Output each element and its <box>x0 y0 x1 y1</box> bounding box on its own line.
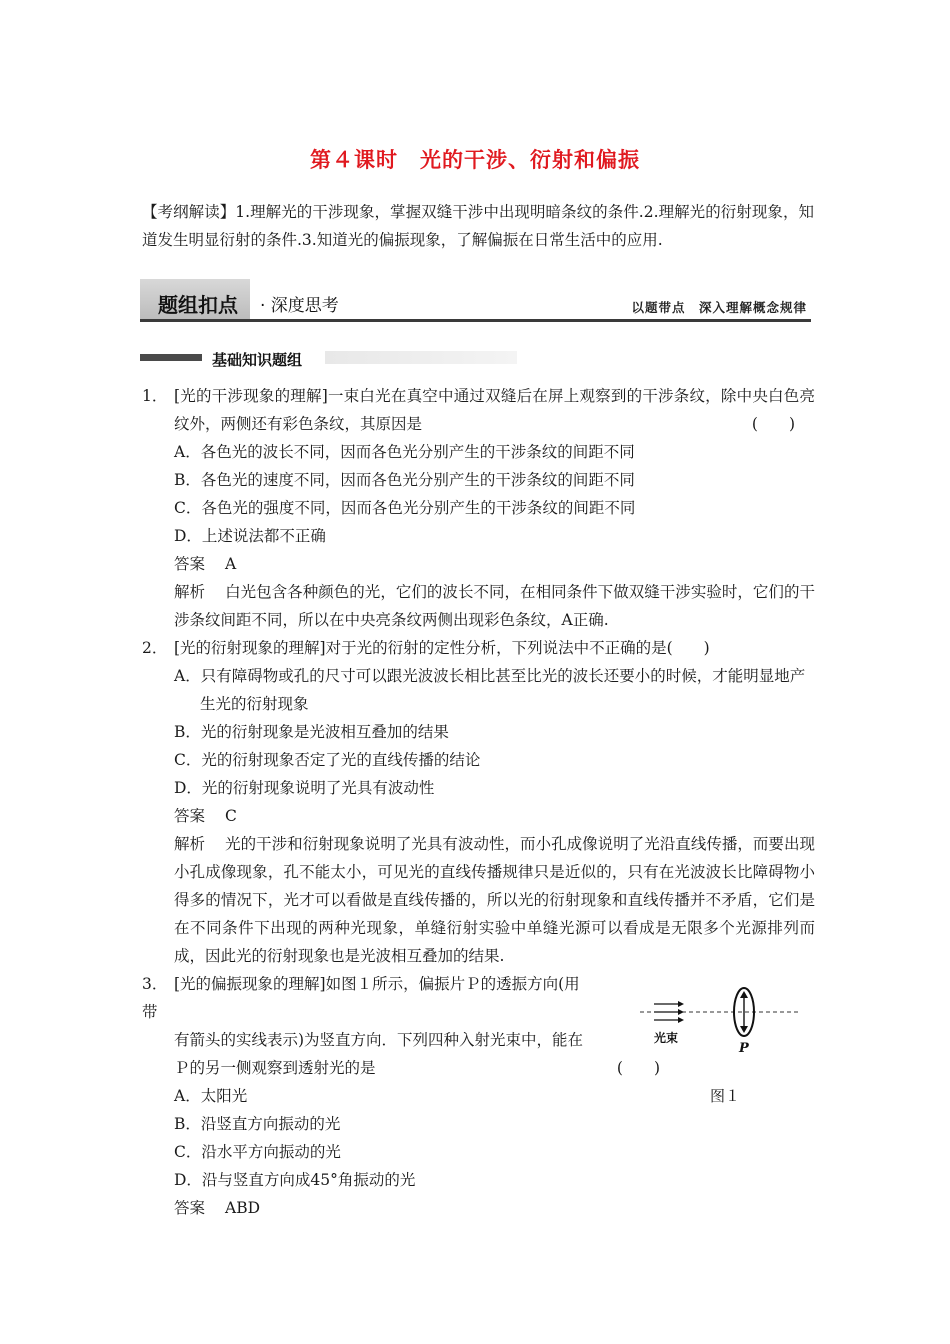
question-1-stem <box>140 382 815 438</box>
beam-label: 光束 <box>654 1031 679 1045</box>
answer-value: A <box>225 555 237 573</box>
answer-label: 答案 <box>174 555 206 573</box>
answer-blank: ( ) <box>751 415 795 433</box>
page-title: 第４课时 光的干涉、衍射和偏振 <box>310 148 640 172</box>
question-3-stem <box>140 970 664 998</box>
question-number: 2． <box>142 639 168 657</box>
question-text-line1: [光的偏振现象的理解]如图１所示，偏振片Ｐ的透振方向(用 <box>174 975 580 993</box>
syllabus-tag: 【考纲解读】 <box>142 203 236 221</box>
option-c: C．沿水平方向振动的光 <box>174 1143 341 1161</box>
section-banner <box>140 279 811 327</box>
analysis-label: 解析 <box>174 583 206 601</box>
analysis-text: 光的干涉和衍射现象说明了光具有波动性，而小孔成像说明了光沿直线传播，而要出现小孔成像现象，孔不能太小，可见光的直线传播规律只是近似的，只有在光波波长比障碍物小得多的情况下，光才可以看做是直线传播的，所以光的衍射现象和直线传播并不矛盾，它们是在不同条件下出现的两种光现象，单缝衍射实验中单缝光源可以看成是无限多个光源排列而成，因此光的衍射现象也是光波相互叠加的结果. <box>174 835 815 965</box>
question-text-line3: 有箭头的实线表示)为竖直方向．下列四种入射光束中，能在 <box>174 1031 584 1049</box>
answer-line <box>140 802 815 830</box>
banner-right-label: 以题带点 深入理解概念规律 <box>631 300 807 315</box>
answer-blank: ( ) <box>616 1059 660 1077</box>
analysis-line <box>140 578 815 634</box>
polarizer-figure <box>640 980 800 1060</box>
option-b: B．各色光的速度不同，因而各色光分别产生的干涉条纹的间距不同 <box>174 471 635 489</box>
banner-rule <box>140 319 811 322</box>
answer-label: 答案 <box>174 1199 206 1217</box>
syllabus-text: 1.理解光的干涉现象，掌握双缝干涉中出现明暗条纹的条件.2.理解光的衍射现象，知道发生明显衍射的条件.3.知道光的偏振现象，了解偏振在日常生活中的应用. <box>142 203 814 249</box>
question-text-line4: Ｐ的另一侧观察到透射光的是 ( ) <box>140 1054 664 1082</box>
question-text: [光的干涉现象的理解]一束白光在真空中通过双缝后在屏上观察到的干涉条纹，除中央白色亮纹外，两侧还有彩色条纹，其原因是 <box>174 387 815 433</box>
option-d: D．沿与竖直方向成45°角振动的光 <box>174 1171 416 1189</box>
option-b: B．光的衍射现象是光波相互叠加的结果 <box>174 723 449 741</box>
group-heading-label: 基础知识题组 <box>212 351 303 369</box>
option-a: A．太阳光 <box>174 1087 248 1105</box>
answer-label: 答案 <box>174 807 206 825</box>
syllabus-paragraph <box>142 198 814 254</box>
answer-value: C <box>225 807 237 825</box>
option-d: D．上述说法都不正确 <box>174 527 326 545</box>
option-b: B．沿竖直方向振动的光 <box>174 1115 341 1133</box>
question-text-line2: 带 <box>142 1003 158 1021</box>
banner-sub-label: · 深度思考 <box>260 296 339 316</box>
polarizer-label: P <box>739 1041 749 1056</box>
group-heading <box>140 349 520 367</box>
group-heading-fade <box>325 351 517 364</box>
option-a: A．只有障碍物或孔的尺寸可以跟光波波长相比甚至比光的波长还要小的时候，才能明显地产生光的衍射现象 <box>174 667 806 713</box>
question-text: [光的衍射现象的理解]对于光的衍射的定性分析，下列说法中不正确的是( ) <box>174 639 710 657</box>
analysis-line <box>140 830 815 970</box>
questions <box>140 382 815 1222</box>
answer-line <box>140 1194 815 1222</box>
analysis-label: 解析 <box>174 835 206 853</box>
analysis-text: 白光包含各种颜色的光，它们的波长不同，在相同条件下做双缝干涉实验时，它们的干涉条纹间距不同，所以在中央亮条纹两侧出现彩色条纹，A正确. <box>174 583 815 629</box>
light-beam-arrows <box>654 1001 684 1023</box>
banner-main-label: 题组扣点 <box>158 293 238 317</box>
option-a: A．各色光的波长不同，因而各色光分别产生的干涉条纹的间距不同 <box>174 443 635 461</box>
answer-line <box>140 550 815 578</box>
figure-caption: 图１ <box>710 1087 741 1105</box>
option-c: C．光的衍射现象否定了光的直线传播的结论 <box>174 751 481 769</box>
option-d: D．光的衍射现象说明了光具有波动性 <box>174 779 435 797</box>
answer-value: ABD <box>225 1199 261 1217</box>
option-c: C．各色光的强度不同，因而各色光分别产生的干涉条纹的间距不同 <box>174 499 636 517</box>
question-number: 1． <box>142 387 168 405</box>
group-heading-bar <box>140 354 202 361</box>
question-number: 3． <box>142 975 168 993</box>
question-2-stem <box>140 634 815 662</box>
